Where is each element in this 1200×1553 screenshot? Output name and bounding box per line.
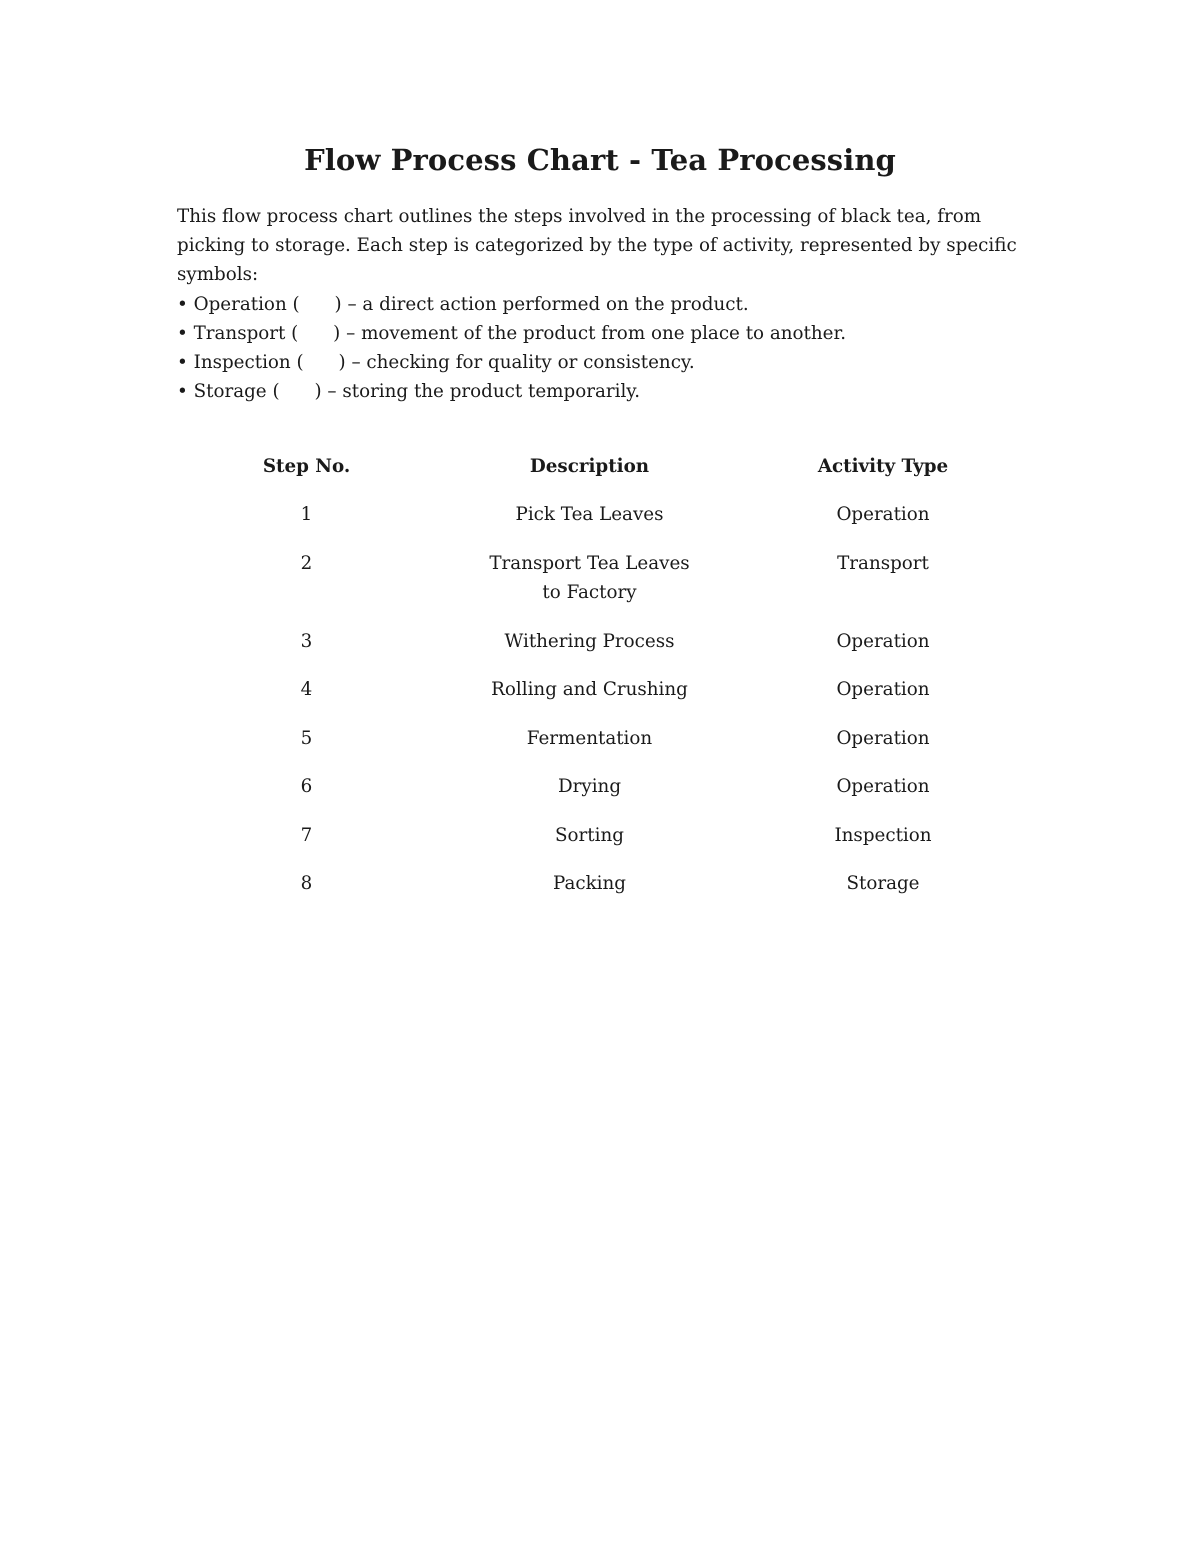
cell-description: Sorting — [555, 824, 624, 846]
cell-activity: Storage — [846, 873, 920, 894]
cell-description: Drying — [557, 776, 622, 797]
cell-description: Transport Tea Leaves to Factory — [489, 552, 690, 603]
table-row — [165, 500, 1035, 549]
cell-activity: Inspection — [834, 824, 932, 846]
table-row — [165, 821, 1035, 870]
cell-activity: Operation — [836, 630, 930, 652]
table-row — [165, 549, 1035, 627]
cell-description: Pick Tea Leaves — [515, 504, 664, 525]
cell-activity: Operation — [836, 504, 930, 525]
bullet-operation: • Operation ( ) – a direct action performed on the product. — [177, 293, 749, 315]
table-row — [165, 675, 1035, 724]
cell-activity: Operation — [836, 776, 930, 797]
bullet-transport: • Transport ( ) – movement of the product from one place to another. — [177, 322, 847, 344]
intro-paragraph: This flow process chart outlines the steps involved in the processing of black tea, from picking to storage. Each step is categorized by the type of activity, represented by specific symbols: — [177, 206, 1017, 286]
cell-description: Withering Process — [504, 630, 675, 652]
cell-step: 8 — [300, 873, 313, 894]
table-row — [165, 869, 1035, 918]
table-row — [165, 627, 1035, 676]
header-description: Description — [529, 456, 650, 477]
cell-step: 4 — [300, 679, 313, 700]
cell-step: 1 — [300, 504, 313, 525]
cell-description: Rolling and Crushing — [491, 679, 688, 700]
page-title: Flow Process Chart - Tea Processing — [304, 143, 896, 177]
table-row — [165, 724, 1035, 773]
header-step-no: Step No. — [262, 456, 351, 477]
header-activity-type: Activity Type — [817, 456, 949, 477]
table-row — [165, 772, 1035, 821]
cell-description: Packing — [552, 873, 627, 894]
cell-activity: Transport — [837, 552, 929, 574]
cell-description: Fermentation — [526, 727, 653, 749]
cell-activity: Operation — [836, 727, 930, 749]
bullet-storage: • Storage ( ) – storing the product temporarily. — [177, 381, 641, 403]
cell-step: 2 — [300, 552, 313, 574]
cell-step: 3 — [300, 630, 313, 652]
bullet-inspection: • Inspection ( ) – checking for quality or consistency. — [177, 352, 695, 374]
table-header-row — [165, 452, 1035, 500]
cell-step: 5 — [300, 727, 313, 749]
cell-step: 6 — [300, 776, 313, 797]
cell-step: 7 — [300, 824, 313, 846]
process-table — [165, 452, 1035, 918]
intro-section — [177, 202, 1017, 406]
cell-activity: Operation — [836, 679, 930, 700]
